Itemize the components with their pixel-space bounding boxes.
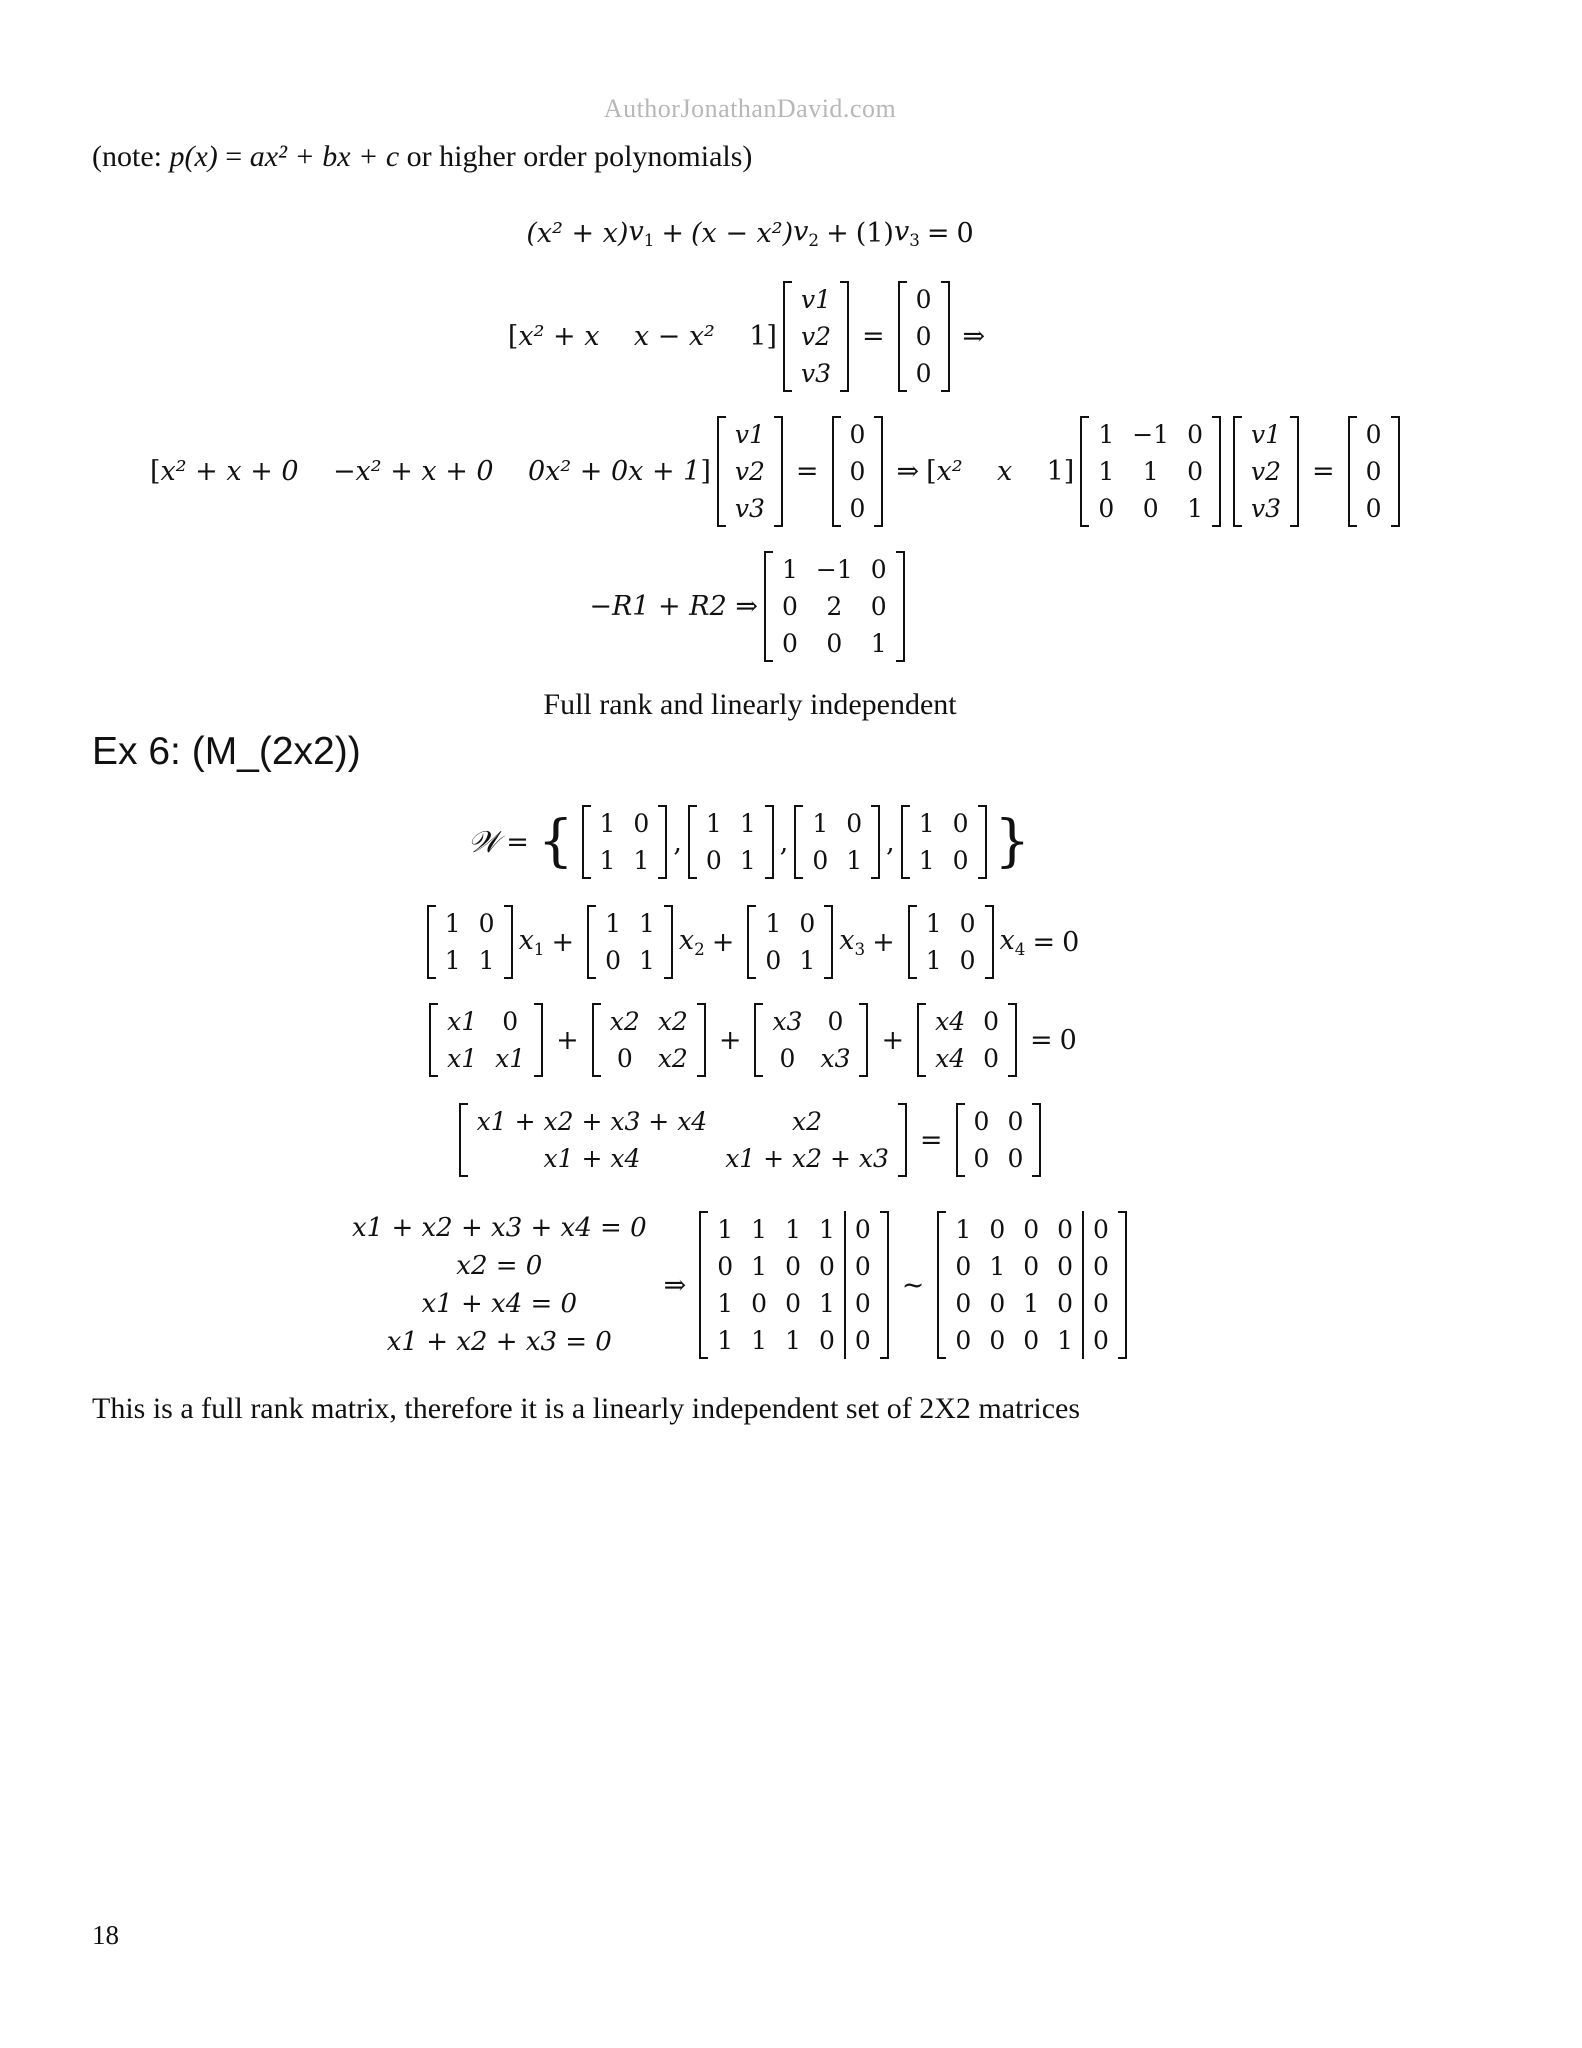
zero-column: 0 0 0 (898, 281, 950, 392)
conclusion-1: Full rank and linearly independent (543, 688, 957, 721)
conclusion-2: This is a full rank matrix, therefore it is a linearly independent set of 2X2 matrices (92, 1392, 1081, 1425)
plus: + (826, 217, 849, 249)
basis-row: [x² x 1] (926, 455, 1075, 487)
augmented-matrix: 1 1 1 1 0 0 1 0 0 0 1 0 0 1 0 1 1 1 0 0 (699, 1211, 889, 1359)
note-polynomial: ax² + bx + c (249, 140, 400, 173)
row-vector-equation: [x² + x x − x² 1] v1 v2 v3 = 0 0 0 ⇒ (0, 280, 1500, 392)
expanded-equation: [x² + x + 0 −x² + x + 0 0x² + 0x + 1] v1 v2 v3 = 0 0 0 ⇒ [x² x 1] 1 −1 0 1 1 0 0 0 1 v1 v2 v3 = 0 0 0 (150, 415, 1406, 527)
v1: $v_1$ (628, 216, 655, 250)
v3: $v_3$ (893, 216, 920, 250)
term-1: (x² + x) (526, 217, 629, 249)
implies: ⇒ (962, 320, 986, 352)
section-heading: Ex 6: (M_(2x2)) (92, 730, 361, 773)
note-prefix: (note: (92, 140, 170, 173)
set-w: 𝒲 = { 1 0 1 1 , 1 1 0 1 , 1 0 0 1 , 1 0 1 0 } (0, 802, 1500, 882)
reduced-matrix-3x3: 1 −1 0 0 2 0 0 0 1 (764, 551, 905, 662)
row-op-label: −R1 + R2 ⇒ (589, 590, 758, 622)
page-number: 18 (92, 1920, 119, 1950)
note-line (92, 140, 752, 174)
w-linear-combination: 1 0 1 1 $x_1$ + 1 1 0 1 $x_2$ + 1 0 0 1 $x_3$ + 1 0 1 0 $x_4$ = 0 (0, 902, 1500, 982)
equals: = (926, 217, 950, 249)
sum-matrix-equation: x1 + x2 + x3 + x4 x2 x1 + x4 x1 + x2 + x3 = 0 0 0 0 (0, 1100, 1500, 1180)
system-and-augmented-matrix: x1 + x2 + x3 + x4 = 0 x2 = 0 x1 + x4 = 0 x1 + x2 + x3 = 0 ⇒ 1 1 1 1 0 0 1 0 0 0 1 0 0 1 0 1 1 1 0 0 ~ 1 0 0 0 0 0 1 0 0 0 0 0 1 0 0 0 0 0 1 0 (352, 1205, 1133, 1365)
coefficient-matrix: 1 −1 0 1 1 0 0 0 1 (1080, 416, 1221, 527)
w-symbol: 𝒲 (467, 824, 500, 860)
note-equals: = (217, 140, 250, 173)
note-suffix: or higher order polynomials) (399, 140, 753, 173)
note-p-of-x: p(x) (169, 140, 218, 173)
row-operation (0, 550, 1500, 662)
page-header: AuthorJonathanDavid.com (603, 94, 897, 123)
v2: $v_2$ (793, 216, 820, 250)
equation-system: x1 + x2 + x3 + x4 = 0 x2 = 0 x1 + x4 = 0 x1 + x2 + x3 = 0 (352, 1213, 647, 1357)
term-2: (x − x²) (691, 217, 794, 249)
rhs: 0 (956, 217, 974, 249)
row-vector: [x² + x x − x² 1] (507, 320, 777, 352)
term-3: (1) (855, 217, 894, 249)
linear-combination-equation (0, 212, 1500, 254)
plus: + (661, 217, 684, 249)
expanded-row-vector: [x² + x + 0 −x² + x + 0 0x² + 0x + 1] (150, 455, 711, 487)
scaled-matrices-sum: x1 0 x1 x1 + x2 x2 0 x2 + x3 0 0 x3 + x4 0 x4 0 = 0 (0, 1000, 1500, 1080)
v-column: v1 v2 v3 (783, 281, 849, 392)
reduced-augmented-matrix: 1 0 0 0 0 0 1 0 0 0 0 0 1 0 0 0 0 0 1 0 (937, 1211, 1127, 1359)
